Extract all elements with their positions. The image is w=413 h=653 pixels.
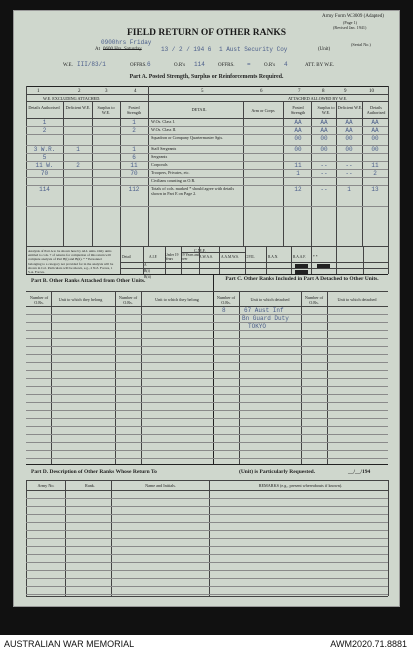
row-cell-c9: 1 (347, 186, 351, 193)
row-cell-c4: 70 (130, 170, 138, 177)
col-num-4: 4 (134, 89, 137, 94)
col-num-10: 10 (369, 89, 374, 94)
b-hdr-num-2: Number of O.Rs. (118, 295, 138, 305)
row-cell-c10: 00 (371, 146, 379, 153)
row-detail: Troopers, Privates, etc. (151, 170, 190, 175)
row-detail: W.Os. Class I. (151, 119, 175, 124)
at-printed-time: 0600 Hrs. Saturday (103, 47, 142, 52)
row-cell-c4: 2 (132, 127, 136, 134)
hdr-details-att: Details Authorised (366, 105, 386, 115)
row-cell-c9: 00 (345, 135, 353, 142)
filled-box (317, 264, 330, 268)
c-entry-num: 8 (222, 307, 226, 314)
part-d-title-date: __/__/194 (348, 469, 371, 475)
analysis-header: A.W.A.S. (199, 255, 213, 259)
row-cell-c8: -- (320, 186, 328, 193)
we-typed: III/83/1 (77, 61, 106, 68)
row-cell-c8: AA (320, 119, 328, 126)
date-typed: 13 / 2 / 194 6 (161, 46, 212, 53)
row-cell-c9: -- (345, 162, 353, 169)
hdr-surplus: Surplus to W.E. (97, 105, 115, 115)
part-d-title-mid: (Unit) is Particularly Requested. (239, 469, 316, 475)
row-cell-c10: 00 (371, 135, 379, 142)
analysis-row-label: B(i) (144, 269, 150, 273)
unit-label: (Unit) (318, 47, 331, 52)
row-cell-c8: -- (320, 162, 328, 169)
hdr-posted: Posted Strength (126, 105, 142, 115)
col-num-6: 6 (260, 89, 263, 94)
hdr-posted-att: Posted Strength (290, 105, 306, 115)
offrs-label: OFFRS. (130, 63, 147, 68)
row-cell-c1: 70 (40, 170, 49, 177)
row-cell-c10: AA (371, 119, 379, 126)
row-cell-c8: 00 (320, 135, 328, 142)
at-typed-time: 0900hrs Friday (101, 39, 152, 46)
row-cell-c7: 00 (294, 146, 302, 153)
archive-footer (0, 635, 413, 653)
row-cell-c4: 11 (130, 162, 138, 169)
at-label: At (95, 47, 100, 52)
group-left-label: W.E. EXCLUDING ATTACHED. (43, 96, 101, 101)
hdr-deficient: Deficient W.E. (65, 105, 91, 110)
row-cell-c9: AA (345, 127, 353, 134)
analysis-header: A.A.M.W.S. (221, 255, 239, 259)
row-cell-c10: 13 (371, 186, 379, 193)
c-hdr-num-2: Number of O.Rs. (304, 295, 324, 305)
row-cell-c9: -- (345, 170, 353, 177)
row-cell-c7: 12 (294, 186, 302, 193)
ors2-typed: 4 (284, 61, 288, 68)
c-hdr-unit-2: Unit to which detached (337, 297, 377, 302)
hdr-details-authorised: Details Authorised (28, 105, 60, 110)
cmf-label: C.M.F. (194, 248, 206, 253)
form-page (13, 10, 400, 607)
row-cell-c1: 11 W. (35, 162, 54, 169)
part-d-title: Part D. Description of Other Ranks Whose Return To (31, 469, 157, 475)
d-hdr-name: Name and Initials. (145, 483, 176, 488)
analysis-header: Detail (122, 255, 131, 259)
row-cell-c10: 11 (371, 162, 379, 169)
row-cell-c4: 6 (132, 154, 136, 161)
c-entry-unit-3: TOKYO (248, 323, 267, 330)
row-cell-c4: 112 (128, 186, 140, 193)
row-detail: Sergeants (151, 154, 168, 159)
offrs2-label: OFFRS. (218, 63, 235, 68)
row-cell-c1: 114 (39, 186, 50, 193)
row-detail: Corporals (151, 162, 168, 167)
footer-accession: AWM2020.71.8881 (330, 639, 407, 649)
serial-no-label: (Serial No.) (351, 42, 371, 47)
row-cell-c8: AA (320, 127, 328, 134)
row-cell-c2: 1 (76, 146, 80, 153)
b-hdr-num-1: Number of O.Rs. (29, 295, 49, 305)
analysis-row-label: B(ii) (144, 275, 151, 279)
row-cell-c9: 00 (345, 146, 353, 153)
hdr-arm-corps: Arm or Corps (251, 108, 275, 113)
row-cell-c8: -- (320, 170, 328, 177)
att-label: ATT. BY W.E. (305, 63, 335, 68)
filled-box (295, 270, 308, 274)
b-hdr-unit-2: Unit to which they belong (155, 297, 199, 302)
col-num-7: 7 (298, 89, 301, 94)
c-hdr-unit-1: Unit to which detached (250, 297, 290, 302)
row-cell-c4: 1 (132, 119, 136, 126)
analysis-header: R.A.N. (268, 255, 279, 259)
col-num-5: 5 (201, 89, 204, 94)
row-cell-c1: 2 (42, 127, 47, 134)
row-detail: Totals of cols. marked * should agree with details shown in Part E on Page 2. (151, 186, 235, 196)
analysis-header: 19 Years and over (181, 253, 200, 261)
group-right-label: ATTACHED ALLOWED BY W.E. (288, 96, 348, 101)
analysis-header: A.I.F. (149, 255, 158, 259)
offrs-typed: 6 (147, 61, 151, 68)
analysis-header: * * (313, 255, 318, 259)
row-cell-c7: 00 (294, 135, 302, 142)
part-a-title: Part A. Posted Strength, Surplus or Reinforcements Required. (129, 74, 284, 80)
part-b-title: Part B. Other Ranks Attached from Other Units. (31, 278, 146, 284)
filled-box (295, 264, 308, 268)
col-num-8: 8 (322, 89, 325, 94)
row-cell-c10: 2 (373, 170, 377, 177)
row-cell-c2: 2 (76, 162, 80, 169)
row-detail: Squadron or Company Quartermaster Sgts. (151, 135, 224, 140)
unit-typed: 1 Aust Security Coy (219, 46, 288, 53)
col-num-2: 2 (78, 89, 81, 94)
hdr-deficient-att: Deficient W.E. (337, 105, 363, 110)
analysis-header: CIVIL (245, 255, 255, 259)
hdr-surplus-att: Surplus to W.E. (317, 105, 335, 115)
col-num-1: 1 (37, 89, 40, 94)
row-cell-c1: 3 W.R. (33, 146, 56, 153)
row-cell-c7: 11 (294, 162, 302, 169)
col-num-3: 3 (105, 89, 108, 94)
analysis-note: Analysis of Part A to be shown here by ALL units. Only units entitled to cols. 7 of returns for completion of this return will complete analysis of Part B(i) and B(ii). * * Personnel belonging to a category not provided for in the analysis will be shown in Col. Particulars will be shown, e.g., 2 N.Z. Forces, 1 S.A. Forces. (28, 249, 114, 275)
row-cell-c8: 00 (320, 146, 328, 153)
col-num-9: 9 (344, 89, 347, 94)
row-cell-c4: 1 (132, 146, 136, 153)
row-cell-c1: 1 (42, 119, 47, 126)
row-detail: Staff Sergeants (151, 146, 177, 151)
ors2-label: O.R's (264, 63, 276, 68)
analysis-header: R.A.A.F. (293, 255, 306, 259)
part-c-title: Part C. Other Ranks Included in Part A Detached to Other Units. (225, 276, 379, 282)
row-cell-c7: AA (294, 127, 302, 134)
d-hdr-rank: Rank. (85, 483, 95, 488)
form-ref: Army Form W.3009 (Adapted) (322, 14, 384, 19)
row-cell-c1: 5 (42, 154, 47, 161)
c-entry-unit-1: 67 Aust Inf (244, 307, 284, 314)
analysis-header: Under 19 Years (165, 253, 179, 261)
form-title: FIELD RETURN OF OTHER RANKS (126, 28, 287, 38)
c-entry-unit-2: Bn Guard Duty (242, 315, 289, 322)
ors-typed: 114 (194, 61, 205, 68)
row-cell-c7: 1 (296, 170, 300, 177)
row-cell-c10: AA (371, 127, 379, 134)
form-page-ref: (Page 1) (343, 20, 358, 25)
b-hdr-unit-1: Unit to which they belong (58, 297, 103, 302)
row-detail: Civilians counting as O.R. (151, 178, 196, 183)
offrs2-typed: = (247, 61, 251, 68)
ors-label: O.R's (174, 63, 186, 68)
footer-institution: AUSTRALIAN WAR MEMORIAL (4, 639, 135, 649)
row-detail: W.Os. Class II. (151, 127, 177, 132)
analysis-row-label: A (144, 263, 147, 267)
d-hdr-army-no: Army No. (37, 483, 55, 488)
row-cell-c7: AA (294, 119, 302, 126)
form-revision: (Revised Jan. 1941) (333, 25, 367, 30)
c-hdr-num-1: Number of O.Rs. (216, 295, 236, 305)
we-label: W.E. (63, 63, 73, 68)
row-cell-c9: AA (345, 119, 353, 126)
hdr-detail: DETAIL (191, 107, 207, 112)
d-hdr-remarks: REMARKS (e.g., present whereabouts if known). (258, 483, 343, 488)
